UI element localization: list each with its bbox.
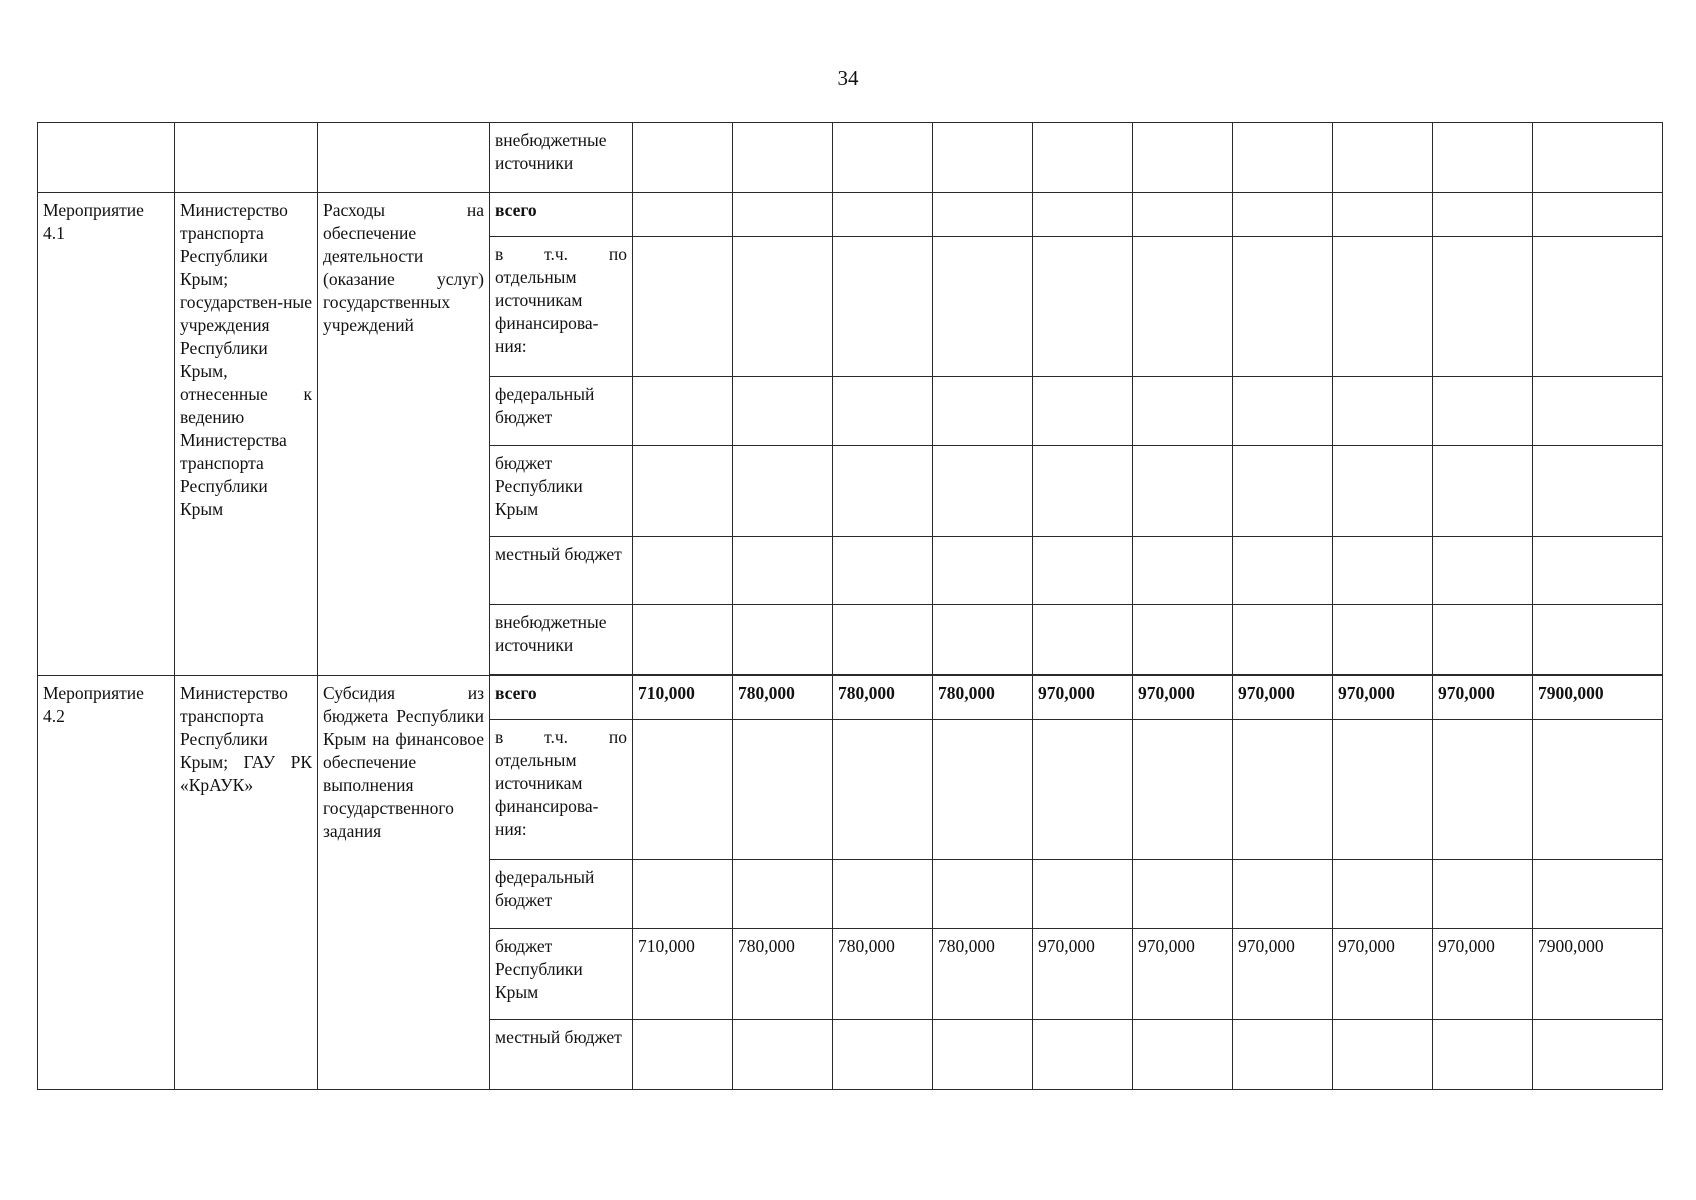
value-cell: 710,000 — [633, 929, 733, 1020]
value-cell: 7900,000 — [1533, 676, 1663, 720]
value-cell: 970,000 — [1333, 676, 1433, 720]
source-label-cell: всего — [490, 676, 633, 720]
value-cell: 970,000 — [1133, 676, 1233, 720]
value-cell: 970,000 — [1233, 676, 1333, 720]
budget-table — [37, 122, 1663, 1090]
value-cell: 970,000 — [1433, 676, 1533, 720]
source-label-cell: всего — [490, 193, 633, 237]
page-number: 34 — [837, 66, 859, 90]
description-cell: Субсидия из бюджета Республики Крым на финансовое обеспечение выполнения государственного задания — [318, 676, 490, 1090]
value-cell: 970,000 — [1033, 676, 1133, 720]
description-cell: Расходы на обеспечение деятельности (оказание услуг) государственных учреждений — [318, 193, 490, 676]
table-row — [38, 676, 1663, 720]
value-cell: 970,000 — [1233, 929, 1333, 1020]
activity-name-cell: Мероприятие 4.2 — [38, 676, 175, 1090]
value-cell: 970,000 — [1133, 929, 1233, 1020]
empty-cell — [175, 123, 318, 193]
value-cell: 710,000 — [633, 676, 733, 720]
source-label-cell: бюджет Республики Крым — [490, 929, 633, 1020]
source-label-cell: внебюджетные источники — [490, 123, 633, 193]
source-label-cell: в т.ч. по отдельным источникам финансирова-ния: — [490, 720, 633, 860]
empty-cell — [38, 123, 175, 193]
executor-cell: Министерство транспорта Республики Крым; ГАУ РК «КрАУК» — [175, 676, 318, 1090]
value-cell: 970,000 — [1333, 929, 1433, 1020]
source-label-cell: внебюджетные источники — [490, 605, 633, 675]
value-cell: 780,000 — [833, 929, 933, 1020]
value-cell: 780,000 — [733, 676, 833, 720]
source-label-cell: местный бюджет — [490, 1020, 633, 1090]
value-cell: 970,000 — [1433, 929, 1533, 1020]
source-label-cell: федеральный бюджет — [490, 377, 633, 446]
source-label-cell: местный бюджет — [490, 537, 633, 605]
value-cell: 7900,000 — [1533, 929, 1663, 1020]
table-row — [38, 193, 1663, 237]
value-cell: 780,000 — [733, 929, 833, 1020]
activity-name-cell: Мероприятие 4.1 — [38, 193, 175, 676]
value-cell: 780,000 — [933, 676, 1033, 720]
empty-cell — [318, 123, 490, 193]
source-label-cell: в т.ч. по отдельным источникам финансирова-ния: — [490, 237, 633, 377]
value-cell: 780,000 — [933, 929, 1033, 1020]
source-label-cell: федеральный бюджет — [490, 860, 633, 929]
source-label-cell: бюджет Республики Крым — [490, 446, 633, 537]
executor-cell: Министерство транспорта Республики Крым; государствен-ные учреждения Республики Крым, отнесенные к ведению Министерства транспорта Республики Крым — [175, 193, 318, 676]
table-row — [38, 123, 1663, 193]
value-cell: 970,000 — [1033, 929, 1133, 1020]
value-cell: 780,000 — [833, 676, 933, 720]
